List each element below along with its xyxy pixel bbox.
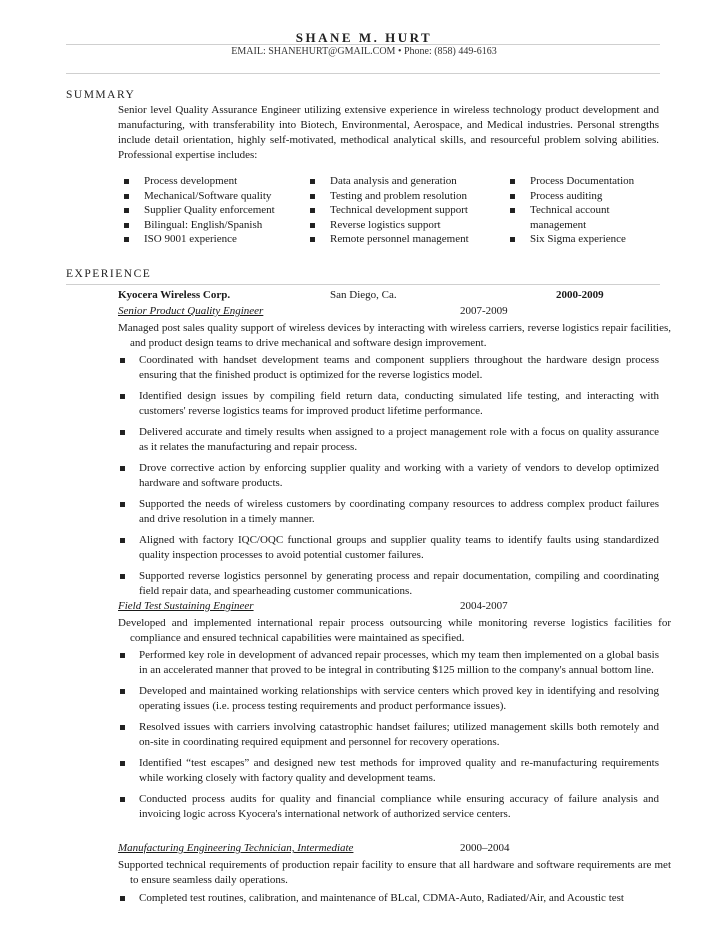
job-dates: 2007-2009 — [460, 305, 508, 317]
skill-item: Data analysis and generation — [310, 174, 500, 189]
job-title: Field Test Sustaining Engineer — [118, 600, 254, 612]
job-dates: 2004-2007 — [460, 600, 508, 612]
skills-list — [124, 174, 664, 254]
job-bullet: Coordinated with handset development teams and component suppliers throughout the hardware design process ensuring that the finished product is optimized for the reverse logistics model. — [118, 353, 659, 383]
job-bullet: Drove corrective action by enforcing supplier quality and working with a variety of vendors to develop optimized hardware and software products. — [118, 461, 659, 491]
candidate-name: SHANE M. HURT — [295, 30, 433, 45]
skill-item: Technical development support — [310, 203, 500, 218]
skill-item: Process Documentation — [510, 174, 660, 189]
job-dates: 2000–2004 — [460, 842, 510, 854]
job-header — [118, 600, 659, 616]
job-bullets — [118, 648, 659, 828]
skill-item: Six Sigma experience — [510, 232, 660, 247]
job-bullet: Resolved issues with carriers involving catastrophic handset failures; utilized management skills both remotely and on-site in coordinating required equipment and personnel for recovery operations. — [118, 720, 659, 750]
skill-item: Remote personnel management — [310, 232, 500, 247]
job-bullets — [118, 891, 659, 912]
contact-line: EMAIL: SHANEHURT@GMAIL.COM • Phone: (858) 449-6163 — [231, 46, 497, 57]
skill-item: Technical account management — [510, 203, 660, 232]
skill-item: Process auditing — [510, 189, 660, 204]
skill-item: Reverse logistics support — [310, 218, 500, 233]
job-bullet: Identified “test escapes” and designed new test methods for improved quality and re-manufacturing requirements while working closely with factory quality and development teams. — [118, 756, 659, 786]
skills-column-3 — [510, 174, 660, 247]
company-dates: 2000-2009 — [556, 289, 604, 301]
skill-item: Supplier Quality enforcement — [124, 203, 304, 218]
company-location: San Diego, Ca. — [330, 289, 397, 301]
company-name: Kyocera Wireless Corp. — [118, 289, 231, 301]
job-bullet: Identified design issues by compiling field return data, conducting simulated life testing, and interacting with customers' reverse logistics teams for improved product lifetime performance. — [118, 389, 659, 419]
job-bullet: Delivered accurate and timely results when assigned to a project management role with a focus on quality assurance as it relates the manufacturing and repair process. — [118, 425, 659, 455]
job-title: Manufacturing Engineering Technician, Intermediate — [118, 842, 354, 854]
job-bullet: Completed test routines, calibration, and maintenance of BLcal, CDMA-Auto, Radiated/Air, and Acoustic test — [118, 891, 659, 906]
job-bullets — [118, 353, 659, 605]
job-bullet: Conducted process audits for quality and financial compliance while ensuring accuracy of failure analysis and invoicing logic across Kyocera's international network of authorized service centers. — [118, 792, 659, 822]
header-rule-top — [66, 44, 660, 45]
job-bullet: Aligned with factory IQC/OQC functional groups and supplier quality teams to identify faults using standardized quality inspection processes to avoid potential customer failures. — [118, 533, 659, 563]
skill-item: ISO 9001 experience — [124, 232, 304, 247]
skill-item: Testing and problem resolution — [310, 189, 500, 204]
job-bullet: Developed and maintained working relationships with service centers which proved key in identifying and resolving operating issues (i.e. process testing requirements and product performance issues). — [118, 684, 659, 714]
summary-heading: SUMMARY — [66, 89, 136, 101]
job-header — [118, 842, 659, 858]
experience-rule — [66, 284, 660, 285]
job-bullet: Supported reverse logistics personnel by generating process and repair documentation, compiling and coordinating field repair data, and spearheading customer communications. — [118, 569, 659, 599]
company-row — [118, 289, 659, 305]
job-summary: Developed and implemented international repair process outsourcing while monitoring reverse logistics facilities for compliance and ensured technical capabilities were maintained as specified. — [118, 617, 671, 644]
job-header — [118, 305, 659, 321]
skill-item: Bilingual: English/Spanish — [124, 218, 304, 233]
header-rule-bottom — [66, 73, 660, 74]
job-bullet: Performed key role in development of advanced repair processes, which my team then implemented on a global basis in an accelerated manner that proved to be integral in contributing $125 million to the company's annual bottom line. — [118, 648, 659, 678]
skill-item: Process development — [124, 174, 304, 189]
job-summary: Managed post sales quality support of wireless devices by interacting with wireless carriers, reverse logistics repair facilities, and product design teams to drive mechanical and software design improvement. — [118, 322, 671, 349]
experience-heading: EXPERIENCE — [66, 268, 152, 280]
job-summary: Supported technical requirements of production repair facility to ensure that all hardware and software requirements are met to ensure seamless daily operations. — [118, 859, 671, 886]
skills-column-2 — [310, 174, 500, 247]
skills-column-1 — [124, 174, 304, 247]
job-bullet: Supported the needs of wireless customers by coordinating company resources to address complex product failures and drive resolution in a timely manner. — [118, 497, 659, 527]
skill-item: Mechanical/Software quality — [124, 189, 304, 204]
job-title: Senior Product Quality Engineer — [118, 305, 264, 317]
summary-text: Senior level Quality Assurance Engineer utilizing extensive experience in wireless technology product development and manufacturing, with transferability into Biotech, Environmental, Aerospace, and Medical industries. Personal strengths include detail orientation, highly self-motivated, methodical analytical skills, and resourceful problem solving abilities. Professional expertise includes: — [118, 104, 659, 161]
